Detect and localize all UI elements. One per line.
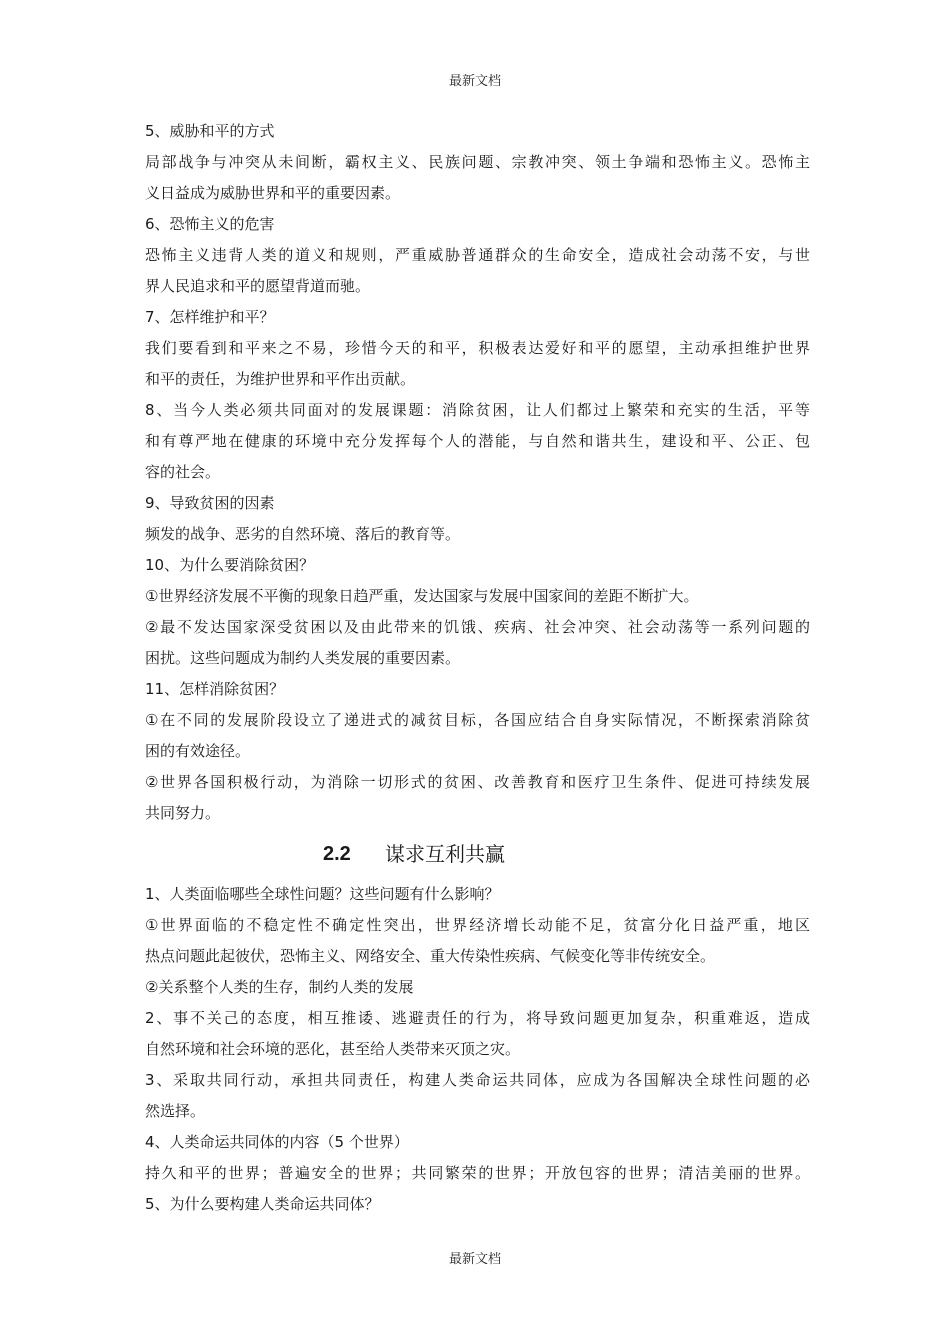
- text-line: 共同努力。: [145, 804, 221, 822]
- section-heading: [145, 829, 810, 879]
- section-number: 2.2: [323, 843, 351, 865]
- text-line: 3、采取共同行动，承担共同责任，构建人类命运共同体，应成为各国解决全球性问题的必: [145, 1071, 810, 1089]
- text-line: ②最不发达国家深受贫困以及由此带来的饥饿、疾病、社会冲突、社会动荡等一系列问题的: [145, 618, 810, 636]
- text-line: 6、恐怖主义的危害: [145, 215, 275, 233]
- text-line: 8、当今人类必须共同面对的发展课题：消除贫困，让人们都过上繁荣和充实的生活，平等: [145, 401, 810, 419]
- text-line: 和有尊严地在健康的环境中充分发挥每个人的潜能，与自然和谐共生，建设和平、公正、包: [145, 432, 810, 450]
- text-line: ①世界面临的不稳定性不确定性突出，世界经济增长动能不足，贫富分化日益严重，地区: [145, 916, 810, 934]
- text-line: 局部战争与冲突从未间断，霸权主义、民族问题、宗教冲突、领土争端和恐怖主义。恐怖主: [145, 153, 810, 171]
- text-line: 界人民追求和平的愿望背道而驰。: [145, 277, 371, 295]
- text-line: 5、威胁和平的方式: [145, 122, 275, 140]
- text-line: 11、怎样消除贫困？: [145, 680, 285, 698]
- text-line: 4、人类命运共同体的内容（5 个世界）: [145, 1133, 409, 1151]
- text-line: ②关系整个人类的生存，制约人类的发展: [145, 978, 414, 996]
- text-line: 热点问题此起彼伏，恐怖主义、网络安全、重大传染性疾病、气候变化等非传统安全。: [145, 947, 716, 965]
- document-body: [145, 116, 810, 1220]
- text-block-1: [145, 116, 810, 829]
- page-header: 最新文档: [448, 74, 501, 89]
- text-line: 持久和平的世界；普遍安全的世界；共同繁荣的世界；开放包容的世界；清洁美丽的世界。: [145, 1164, 810, 1182]
- text-line: ②世界各国积极行动，为消除一切形式的贫困、改善教育和医疗卫生条件、促进可持续发展: [145, 773, 810, 791]
- section-title: 谋求互利共赢: [385, 842, 505, 866]
- text-line: 我们要看到和平来之不易，珍惜今天的和平，积极表达爱好和平的愿望，主动承担维护世界: [145, 339, 810, 357]
- text-line: 自然环境和社会环境的恶化，甚至给人类带来灭顶之灾。: [145, 1040, 521, 1058]
- text-line: 9、导致贫困的因素: [145, 494, 275, 512]
- text-line: 7、怎样维护和平？: [145, 308, 275, 326]
- text-line: 然选择。: [145, 1102, 206, 1120]
- text-line: ①在不同的发展阶段设立了递进式的减贫目标，各国应结合自身实际情况，不断探索消除贫: [145, 711, 810, 729]
- page-footer: 最新文档: [448, 1252, 501, 1267]
- text-line: 2、事不关己的态度，相互推诿、逃避责任的行为，将导致问题更加复杂，积重难返，造成: [145, 1009, 810, 1027]
- text-line: 10、为什么要消除贫困？: [145, 556, 315, 574]
- text-line: 1、人类面临哪些全球性问题？这些问题有什么影响？: [145, 885, 500, 903]
- text-line: 义日益成为威胁世界和平的重要因素。: [145, 184, 401, 202]
- text-line: 频发的战争、恶劣的自然环境、落后的教育等。: [145, 525, 461, 543]
- text-line: 5、为什么要构建人类命运共同体？: [145, 1195, 380, 1213]
- text-block-2: [145, 879, 810, 1220]
- text-line: 恐怖主义违背人类的道义和规则，严重威胁普通群众的生命安全，造成社会动荡不安，与世: [145, 246, 810, 264]
- text-line: 和平的责任，为维护世界和平作出贡献。: [145, 370, 416, 388]
- text-line: 困的有效途径。: [145, 742, 251, 760]
- text-line: 困扰。这些问题成为制约人类发展的重要因素。: [145, 649, 461, 667]
- text-line: ①世界经济发展不平衡的现象日趋严重，发达国家与发展中国家间的差距不断扩大。: [145, 587, 699, 605]
- text-line: 容的社会。: [145, 463, 221, 481]
